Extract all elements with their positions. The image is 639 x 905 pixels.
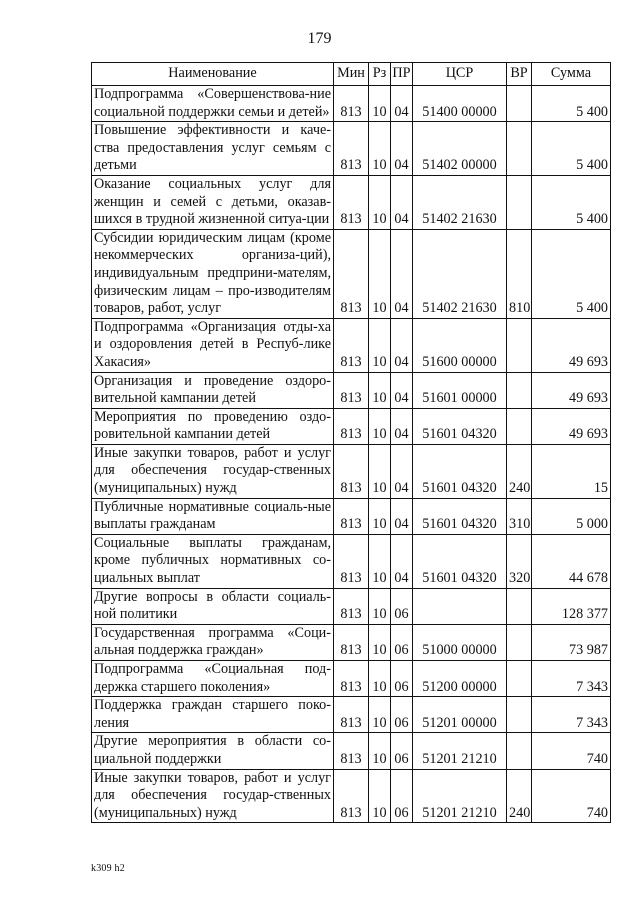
- row-min: 813: [334, 733, 369, 769]
- row-sum: 49 693: [532, 318, 611, 372]
- row-rz: 10: [369, 318, 391, 372]
- row-csr: 51402 21630: [413, 229, 507, 318]
- row-min: 813: [334, 229, 369, 318]
- row-name: Поддержка граждан старшего поко-ления: [92, 697, 334, 733]
- row-name: Подпрограмма «Совершенствова-ние социальной поддержки семьи и детей»: [92, 86, 334, 122]
- table-row: [92, 408, 611, 444]
- row-rz: 10: [369, 534, 391, 588]
- row-name: Социальные выплаты гражданам, кроме публичных нормативных со-циальных выплат: [92, 534, 334, 588]
- table-row: [92, 372, 611, 408]
- table-row: [92, 733, 611, 769]
- row-pr: 04: [391, 175, 413, 229]
- row-csr: 51201 21210: [413, 769, 507, 823]
- row-rz: 10: [369, 588, 391, 624]
- row-pr: 06: [391, 769, 413, 823]
- row-vr: [507, 86, 532, 122]
- header-min: Мин: [334, 63, 369, 86]
- row-rz: 10: [369, 408, 391, 444]
- row-vr: [507, 318, 532, 372]
- row-sum: 5 400: [532, 229, 611, 318]
- row-csr: 51600 00000: [413, 318, 507, 372]
- row-name: Подпрограмма «Организация отды-ха и оздоровления детей в Респуб-лике Хакасия»: [92, 318, 334, 372]
- row-pr: 04: [391, 372, 413, 408]
- table-row: [92, 444, 611, 498]
- row-sum: 5 400: [532, 175, 611, 229]
- row-vr: 310: [507, 498, 532, 534]
- row-pr: 06: [391, 733, 413, 769]
- row-vr: 240: [507, 444, 532, 498]
- row-csr: 51200 00000: [413, 661, 507, 697]
- header-vr: ВР: [507, 63, 532, 86]
- table-row: [92, 661, 611, 697]
- table-row: [92, 318, 611, 372]
- header-csr: ЦСР: [413, 63, 507, 86]
- row-pr: 06: [391, 661, 413, 697]
- footer-code: k309 h2: [91, 863, 125, 874]
- header-pr: ПР: [391, 63, 413, 86]
- row-rz: 10: [369, 444, 391, 498]
- row-name: Иные закупки товаров, работ и услуг для обеспечения государ-ственных (муниципальных) нужд: [92, 769, 334, 823]
- row-rz: 10: [369, 372, 391, 408]
- row-vr: [507, 588, 532, 624]
- row-rz: 10: [369, 229, 391, 318]
- row-name: Субсидии юридическим лицам (кроме некоммерческих организа-ций), индивидуальным предприни-мателям, физическим лицам – про-изводителям товаров, работ, услуг: [92, 229, 334, 318]
- row-min: 813: [334, 175, 369, 229]
- row-min: 813: [334, 444, 369, 498]
- row-vr: [507, 122, 532, 176]
- row-rz: 10: [369, 175, 391, 229]
- table-row: [92, 697, 611, 733]
- row-vr: [507, 624, 532, 660]
- row-csr: 51601 00000: [413, 372, 507, 408]
- row-pr: 06: [391, 624, 413, 660]
- table-row: [92, 86, 611, 122]
- page-number: 179: [307, 30, 332, 47]
- row-name: Государственная программа «Соци-альная поддержка граждан»: [92, 624, 334, 660]
- row-sum: 128 377: [532, 588, 611, 624]
- row-pr: 04: [391, 122, 413, 176]
- row-pr: 04: [391, 86, 413, 122]
- row-rz: 10: [369, 122, 391, 176]
- row-vr: [507, 733, 532, 769]
- row-vr: [507, 372, 532, 408]
- row-min: 813: [334, 661, 369, 697]
- row-min: 813: [334, 122, 369, 176]
- row-vr: 240: [507, 769, 532, 823]
- row-csr: [413, 588, 507, 624]
- table-row: [92, 122, 611, 176]
- table-row: [92, 534, 611, 588]
- row-min: 813: [334, 697, 369, 733]
- row-csr: 51000 00000: [413, 624, 507, 660]
- row-min: 813: [334, 86, 369, 122]
- header-rz: Рз: [369, 63, 391, 86]
- row-min: 813: [334, 534, 369, 588]
- row-min: 813: [334, 372, 369, 408]
- row-pr: 04: [391, 318, 413, 372]
- row-min: 813: [334, 769, 369, 823]
- row-name: Публичные нормативные социаль-ные выплаты гражданам: [92, 498, 334, 534]
- row-csr: 51201 00000: [413, 697, 507, 733]
- header-sum: Сумма: [532, 63, 611, 86]
- row-name: Другие мероприятия в области со-циальной поддержки: [92, 733, 334, 769]
- row-pr: 06: [391, 588, 413, 624]
- row-csr: 51601 04320: [413, 408, 507, 444]
- row-name: Другие вопросы в области социаль-ной политики: [92, 588, 334, 624]
- row-csr: 51402 21630: [413, 175, 507, 229]
- row-csr: 51400 00000: [413, 86, 507, 122]
- row-csr: 51601 04320: [413, 498, 507, 534]
- row-vr: [507, 697, 532, 733]
- table-header-row: [92, 63, 611, 86]
- row-name: Организация и проведение оздоро-вительной кампании детей: [92, 372, 334, 408]
- row-pr: 04: [391, 498, 413, 534]
- row-csr: 51601 04320: [413, 444, 507, 498]
- row-sum: 740: [532, 733, 611, 769]
- header-name: Наименование: [92, 63, 334, 86]
- row-pr: 04: [391, 408, 413, 444]
- row-sum: 73 987: [532, 624, 611, 660]
- row-csr: 51201 21210: [413, 733, 507, 769]
- row-pr: 06: [391, 697, 413, 733]
- row-sum: 5 400: [532, 86, 611, 122]
- row-min: 813: [334, 318, 369, 372]
- table-row: [92, 498, 611, 534]
- row-vr: 320: [507, 534, 532, 588]
- row-sum: 7 343: [532, 661, 611, 697]
- row-csr: 51402 00000: [413, 122, 507, 176]
- row-rz: 10: [369, 697, 391, 733]
- row-sum: 15: [532, 444, 611, 498]
- row-rz: 10: [369, 624, 391, 660]
- row-name: Мероприятия по проведению оздо-ровительной кампании детей: [92, 408, 334, 444]
- row-pr: 04: [391, 229, 413, 318]
- row-vr: [507, 175, 532, 229]
- row-name: Подпрограмма «Социальная под-держка старшего поколения»: [92, 661, 334, 697]
- row-min: 813: [334, 498, 369, 534]
- row-sum: 44 678: [532, 534, 611, 588]
- row-name: Иные закупки товаров, работ и услуг для обеспечения государ-ственных (муниципальных) нужд: [92, 444, 334, 498]
- table-row: [92, 175, 611, 229]
- table-row: [92, 229, 611, 318]
- row-sum: 740: [532, 769, 611, 823]
- row-rz: 10: [369, 733, 391, 769]
- row-csr: 51601 04320: [413, 534, 507, 588]
- row-pr: 04: [391, 444, 413, 498]
- row-vr: [507, 661, 532, 697]
- budget-table: [91, 62, 611, 823]
- table-row: [92, 769, 611, 823]
- row-rz: 10: [369, 661, 391, 697]
- row-sum: 49 693: [532, 372, 611, 408]
- table-row: [92, 624, 611, 660]
- row-pr: 04: [391, 534, 413, 588]
- row-vr: [507, 408, 532, 444]
- row-sum: 5 000: [532, 498, 611, 534]
- row-sum: 49 693: [532, 408, 611, 444]
- table-row: [92, 588, 611, 624]
- row-vr: 810: [507, 229, 532, 318]
- row-name: Оказание социальных услуг для женщин и семей с детьми, оказав-шихся в трудной жизненной ситуа-ции: [92, 175, 334, 229]
- row-sum: 7 343: [532, 697, 611, 733]
- row-sum: 5 400: [532, 122, 611, 176]
- row-rz: 10: [369, 498, 391, 534]
- row-rz: 10: [369, 769, 391, 823]
- row-min: 813: [334, 624, 369, 660]
- row-min: 813: [334, 588, 369, 624]
- row-min: 813: [334, 408, 369, 444]
- row-rz: 10: [369, 86, 391, 122]
- row-name: Повышение эффективности и каче-ства предоставления услуг семьям с детьми: [92, 122, 334, 176]
